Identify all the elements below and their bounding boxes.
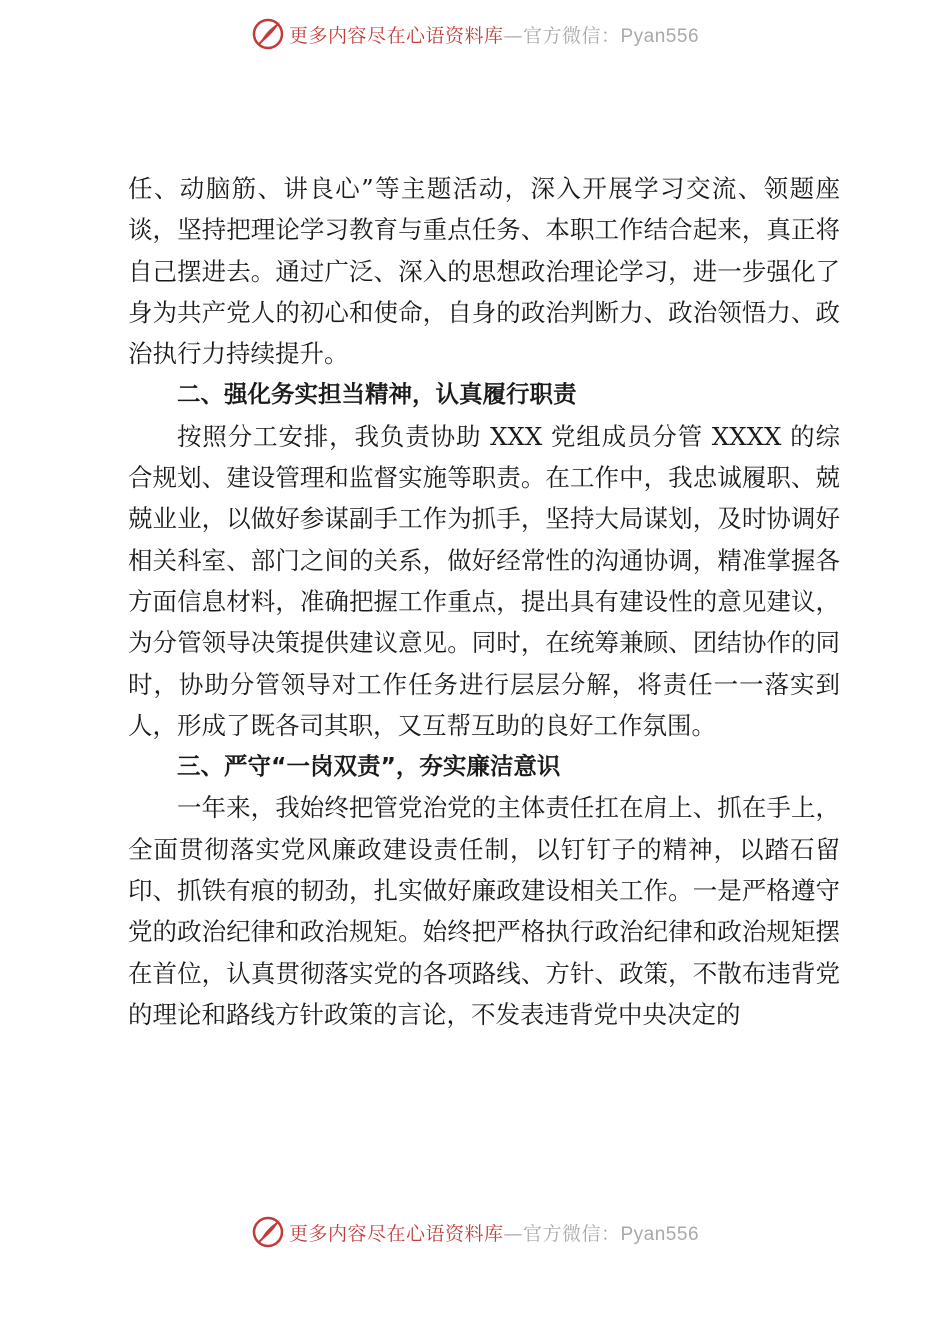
- banner-text: [289, 21, 699, 48]
- quill-logo-icon: [251, 17, 285, 51]
- header-banner: [0, 12, 950, 56]
- banner-official-label: 官方微信：: [522, 1222, 621, 1245]
- banner-official-label: 官方微信：: [522, 24, 621, 47]
- document-body: [128, 168, 840, 1035]
- banner-text: [289, 1219, 699, 1246]
- section-heading-3: 三、严守“一岗双责”，夯实廉洁意识: [177, 752, 561, 781]
- paragraph-1: 任、动脑筋、讲良心”等主题活动，深入开展学习交流、领题座谈，坚持把理论学习教育与重点任务、本职工作结合起来，真正将自己摆进去。通过广泛、深入的思想政治理论学习，进一步强化了身为共产党人的初心和使命，自身的政治判断力、政治领悟力、政治执行力持续提升。: [128, 174, 840, 369]
- paragraph-2: 按照分工安排，我负责协助 XXX 党组成员分管 XXXX 的综合规划、建设管理和监督实施等职责。在工作中，我忠诚履职、兢兢业业，以做好参谋副手工作为抓手，坚持大局谋划，及时协调好相关科室、部门之间的关系，做好经常性的沟通协调，精准掌握各方面信息材料，准确把握工作重点，提出具有建设性的意见建议，为分管领导决策提供建议意见。同时，在统筹兼顾、团结协作的同时，协助分管领导对工作任务进行层层分解，将责任一一落实到人，形成了既各司其职，又互帮互助的良好工作氛围。: [128, 421, 840, 740]
- banner-dash: —: [503, 24, 523, 47]
- banner-wechat-id: Pyan556: [620, 1223, 700, 1245]
- banner-site-name: 更多内容尽在心语资料库: [288, 24, 504, 47]
- banner-wechat-id: Pyan556: [620, 25, 700, 47]
- banner-site-name: 更多内容尽在心语资料库: [288, 1222, 504, 1245]
- footer-banner: [0, 1210, 950, 1254]
- section-heading-2: 二、强化务实担当精神，认真履行职责: [177, 380, 577, 409]
- banner-dash: —: [503, 1222, 523, 1245]
- quill-logo-icon: [251, 1215, 285, 1249]
- paragraph-3: 一年来，我始终把管党治党的主体责任扛在肩上、抓在手上，全面贯彻落实党风廉政建设责任制，以钉钉子的精神，以踏石留印、抓铁有痕的韧劲，扎实做好廉政建设相关工作。一是严格遵守党的政治纪律和政治规矩。始终把严格执行政治纪律和政治规矩摆在首位，认真贯彻落实党的各项路线、方针、政策，不散布违背党的理论和路线方针政策的言论，不发表违背党中央决定的: [128, 793, 840, 1029]
